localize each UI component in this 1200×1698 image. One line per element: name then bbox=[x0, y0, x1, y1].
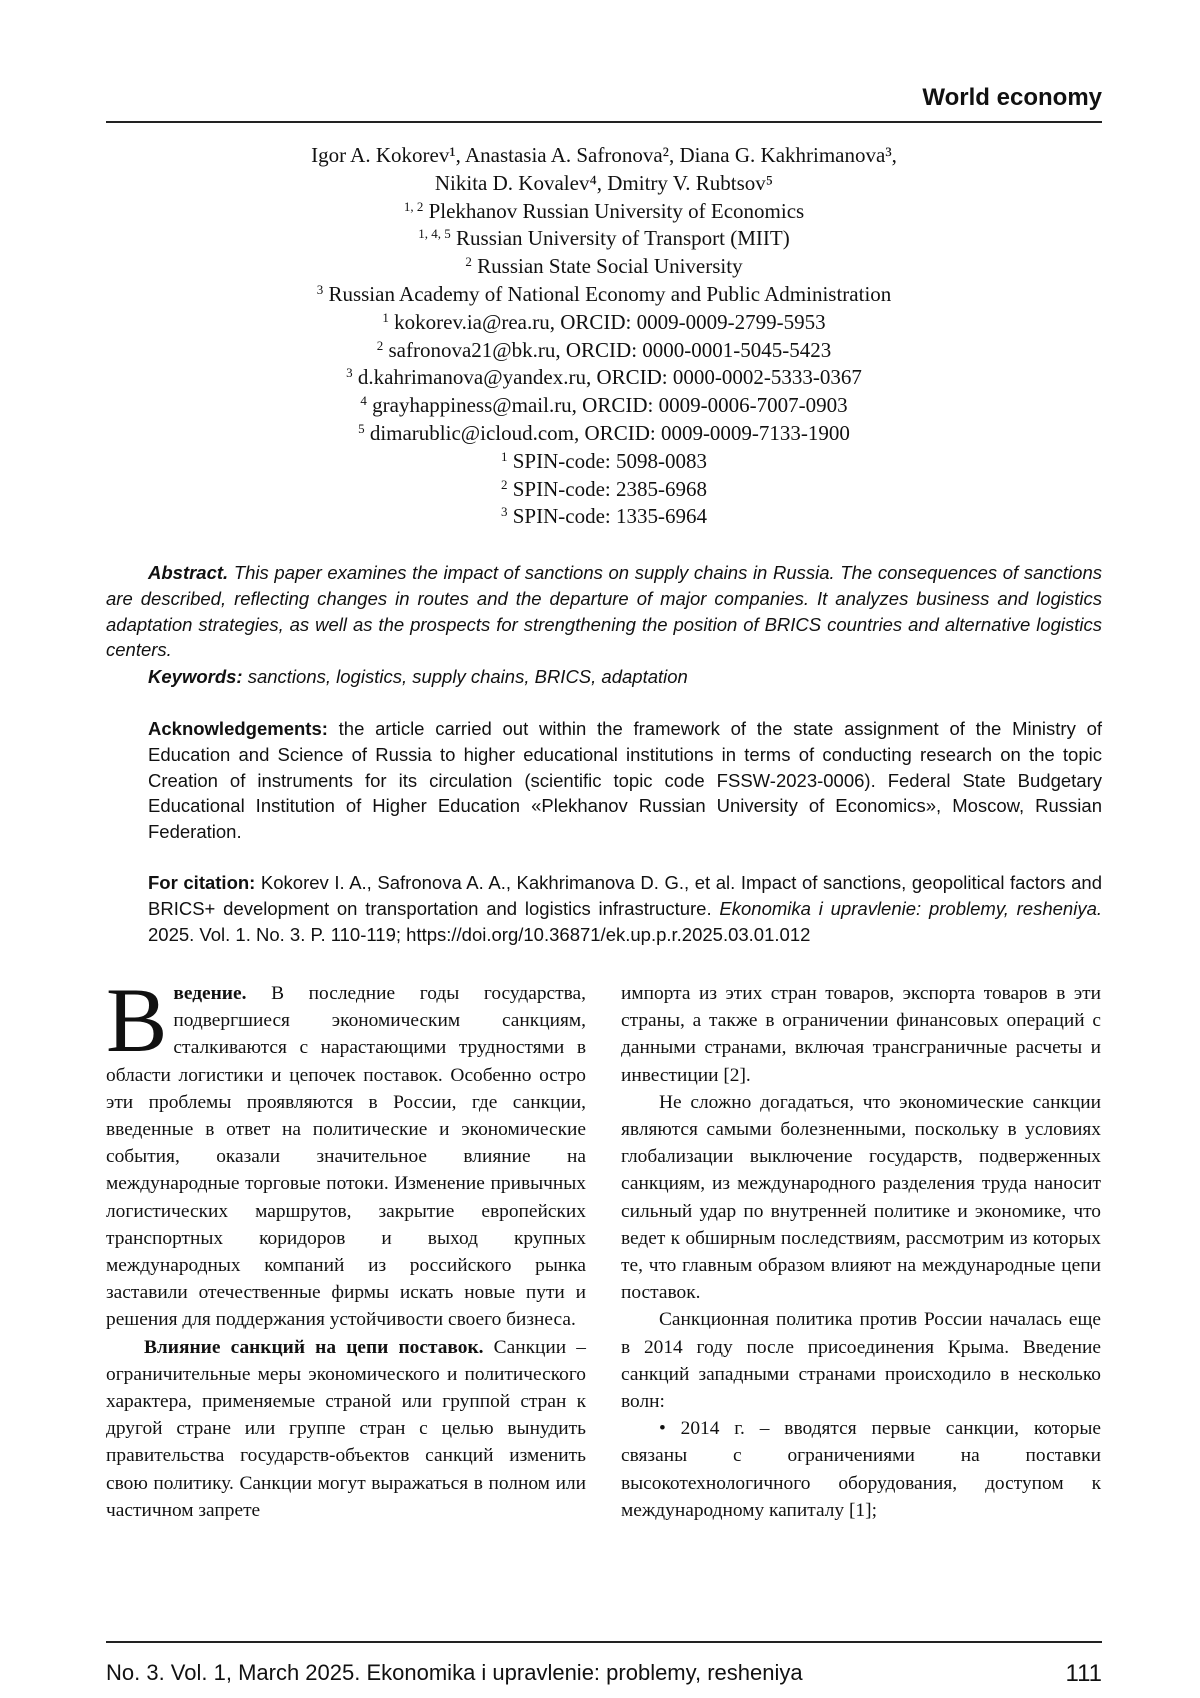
acknowledgements bbox=[148, 716, 1102, 845]
affiliation: $^3$ Russian Academy of National Economy and Public Administration bbox=[316, 281, 892, 306]
journal-section-title: World economy bbox=[922, 84, 1102, 111]
bullet-item: • 2014 г. – вводятся первые санкции, которые связаны с ограничениями на поставки высокотехнологичного оборудования, доступом к международному капиталу [1]; bbox=[621, 1418, 1101, 1521]
acknowledgements-text: the article carried out within the framework of the state assignment of the Ministry of Education and Science of Russia to higher educational institutions in terms of conducting research on the topic Creation of instruments for its circulation (scientific topic code FSSW-2023-0006). Federal State Budgetary Educational Institution of Higher Education «Plekhanov Russian University of Economics», Moscow, Russian Federation. bbox=[148, 718, 1102, 843]
affiliation: $^{1, 2}$ Plekhanov Russian University of Economics bbox=[403, 198, 805, 223]
keywords-label: Keywords: bbox=[148, 666, 243, 687]
spin-code: $^1$ SPIN-code: 5098-0083 bbox=[501, 448, 707, 473]
page-footer bbox=[106, 1660, 1102, 1686]
authors-line-2: Nikita D. Kovalev⁴, Dmitry V. Rubtsov⁵ bbox=[434, 170, 774, 195]
section-heading: Влияние санкций на цепи поставок. bbox=[144, 1336, 484, 1358]
paragraph: Не сложно догадаться, что экономические санкции являются самыми болезненными, поскольку в условиях глобализации выключение государств, подверженных санкциям, из международного разделения труда наносит сильный удар по внутренней политике и экономике, что ведет к обширным последствиям, рассмотрим из которых те, что главным образом влияют на международные цепи поставок. bbox=[621, 1091, 1101, 1304]
authors-line-1: Igor A. Kokorev¹, Anastasia A. Safronova², Diana G. Kakhrimanova³, bbox=[311, 143, 897, 167]
section-paragraph: Влияние санкций на цепи поставок. Санкции – ограничительные меры экономического и политического характера, применяемые страной или группой стран к другой стране или группе стран с целью вынудить правительства государств-объектов санкций изменить свою политику. Санкции могут выражаться в полном или частичном запрете bbox=[106, 1336, 587, 1521]
affiliation: $^{1, 4, 5}$ Russian University of Transport (MIIT) bbox=[418, 226, 790, 251]
contact: $^3$ d.kahrimanova@yandex.ru, ORCID: 0000-0002-5333-0367 bbox=[346, 365, 862, 390]
drop-cap: В bbox=[106, 969, 168, 1071]
acknowledgements-label: Acknowledgements: bbox=[148, 718, 328, 739]
contact: $^1$ kokorev.ia@rea.ru, ORCID: 0009-0009-2799-5953 bbox=[382, 309, 826, 334]
abstract-label: Abstract. bbox=[148, 562, 229, 583]
abstract-text: This paper examines the impact of sanctions on supply chains in Russia. The consequences of sanctions are described, reflecting changes in routes and the departure of major companies. It analyzes business and logistics adaptation strategies, as well as the prospects for strengthening the position of BRICS countries and alternative logistics centers. bbox=[106, 562, 1102, 661]
paragraph: импорта из этих стран товаров, экспорта товаров в эти страны, а также в ограничении финансовых операций с данными странами, включая трансграничные расчеты и инвестиции [2]. bbox=[621, 983, 1101, 1086]
footer-journal: No. 3. Vol. 1, March 2025. Ekonomika i upravlenie: problemy, resheniya bbox=[106, 1660, 803, 1685]
citation-journal: Ekonomika i upravlenie: problemy, resheniya. bbox=[719, 897, 1103, 919]
keywords bbox=[148, 664, 1102, 690]
body-column-right bbox=[621, 980, 1101, 1524]
affiliation: $^2$ Russian State Social University bbox=[465, 254, 743, 279]
citation-tail: 2025. Vol. 1. No. 3. P. 110-119; https://doi.org/10.36871/ek.up.p.r.2025.03.01.012 bbox=[148, 923, 811, 945]
page-number: 111 bbox=[1065, 1660, 1102, 1687]
header-rule bbox=[106, 121, 1102, 123]
contact: $^2$ safronova21@bk.ru, ORCID: 0000-0001-5045-5423 bbox=[376, 337, 832, 362]
citation-text: Kokorev I. A., Safronova A. A., Kakhrimanova D. G., et al. Impact of sanctions, geopolitical factors and BRICS+ development on transportation and logistics infrastructure. bbox=[148, 872, 1102, 919]
spin-code: $^3$ SPIN-code: 1335-6964 bbox=[501, 504, 707, 529]
citation bbox=[148, 870, 1102, 947]
author-block bbox=[106, 142, 1102, 531]
spin-code: $^2$ SPIN-code: 2385-6968 bbox=[501, 476, 707, 501]
keywords-text: sanctions, logistics, supply chains, BRICS, adaptation bbox=[242, 666, 688, 687]
citation-label: For citation: bbox=[148, 872, 256, 893]
intro-paragraph: Введение. В последние годы государства, подвергшиеся экономическим санкциям, сталкиваются с нарастающими трудностями в области логистики и цепочек поставок. Особенно остро эти проблемы проявляются в России, где санкции, введенные в ответ на политические и экономические события, оказали значительное влияние на международные торговые потоки. Изменение привычных логистических маршрутов, закрытие европейских транспортных коридоров и выход крупных международных компаний из российского рынка заставили отечественные фирмы искать новые пути и решения для поддержания устойчивости своего бизнеса. bbox=[106, 969, 586, 1331]
body-column-left bbox=[106, 969, 587, 1524]
abstract bbox=[106, 560, 1102, 663]
paragraph: Санкционная политика против России началась еще в 2014 году после присоединения Крыма. Введение санкций западными странами происходило в несколько волн: bbox=[621, 1309, 1101, 1413]
contact: $^4$ grayhappiness@mail.ru, ORCID: 0009-0006-7007-0903 bbox=[360, 393, 848, 418]
contact: $^5$ dimarublic@icloud.com, ORCID: 0009-0009-7133-1900 bbox=[358, 420, 850, 445]
footer-rule bbox=[106, 1641, 1102, 1643]
